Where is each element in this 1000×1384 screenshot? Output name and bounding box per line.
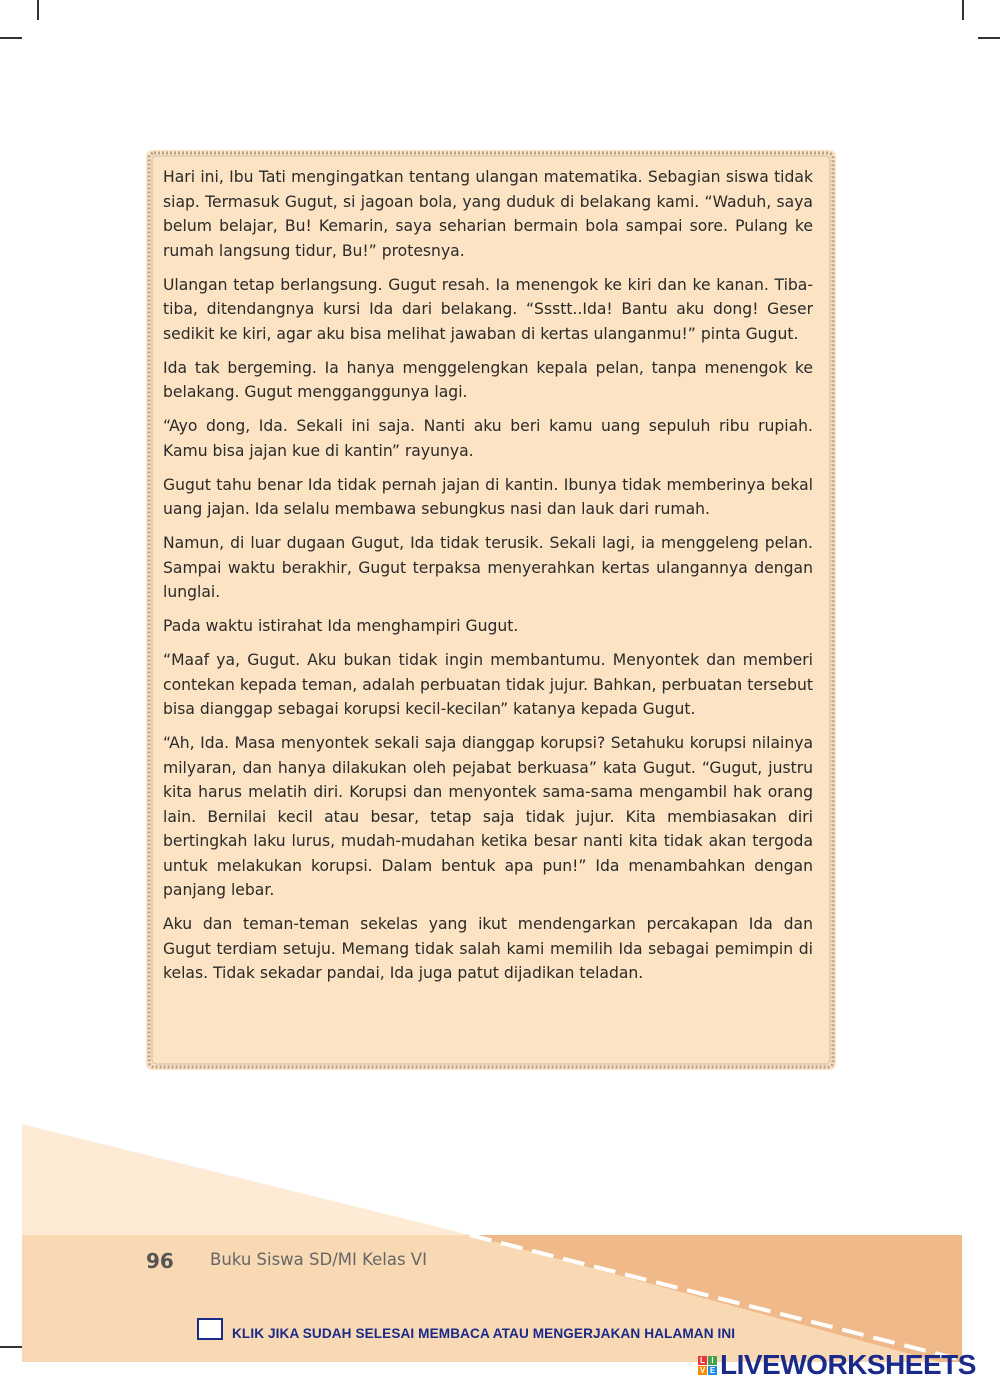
logo-word: LIVEWORKSHEETS — [720, 1349, 976, 1380]
live-letter: I — [708, 1356, 717, 1365]
story-paragraph: “Maaf ya, Gugut. Aku bukan tidak ingin membantumu. Menyontek dan memberi contekan kepada teman, adalah perbuatan tidak jujur. Bahkan, perbuatan tersebut bisa dianggap sebagai korupsi kecil-kecilan” katanya kepada Gugut. — [163, 651, 813, 718]
done-label: KLIK JIKA SUDAH SELESAI MEMBACA ATAU MENGERJAKAN HALAMAN INI — [232, 1326, 736, 1341]
liveworksheets-logo[interactable] — [698, 1349, 976, 1381]
story-paragraph: Namun, di luar dugaan Gugut, Ida tidak terusik. Sekali lagi, ia menggeleng pelan. Sampai waktu berakhir, Gugut terpaksa menyerahkan kertas ulangannya dengan lunglai. — [163, 534, 813, 601]
crop-mark — [962, 0, 964, 20]
story-paragraph: Hari ini, Ibu Tati mengingatkan tentang ulangan matematika. Sebagian siswa tidak siap. Termasuk Gugut, si jagoan bola, yang duduk di belakang kami. “Waduh, saya belum belajar, Bu! Kemarin, saya seharian bermain bola sampai sore. Pulang ke rumah langsung tidur, Bu!” protesnya. — [163, 168, 813, 260]
story-text — [163, 165, 813, 995]
live-letter: E — [709, 1365, 716, 1375]
story-paragraph: Aku dan teman-teman sekelas yang ikut mendengarkan percakapan Ida dan Gugut terdiam setuju. Memang tidak salah kami memilih Ida sebagai pemimpin di kelas. Tidak sekadar pandai, Ida juga patut dijadikan teladan. — [163, 915, 813, 982]
crop-mark — [978, 37, 1000, 39]
page-number: 96 — [146, 1249, 174, 1273]
live-letter: L — [698, 1356, 707, 1365]
story-paragraph: “Ayo dong, Ida. Sekali ini saja. Nanti aku beri kamu uang sepuluh ribu rupiah. Kamu bisa jajan kue di kantin” rayunya. — [163, 417, 813, 460]
live-letter: V — [699, 1365, 706, 1375]
footer-decoration — [0, 1110, 1000, 1384]
live-icon — [698, 1356, 717, 1375]
crop-mark — [0, 37, 22, 39]
story-paragraph: Gugut tahu benar Ida tidak pernah jajan di kantin. Ibunya tidak memberinya bekal uang jajan. Ida selalu membawa sebungkus nasi dan lauk dari rumah. — [163, 475, 813, 518]
story-paragraph: Pada waktu istirahat Ida menghampiri Gugut. — [163, 617, 519, 635]
story-paragraph: Ulangan tetap berlangsung. Gugut resah. Ia menengok ke kiri dan ke kanan. Tiba-tiba, ditendangnya kursi Ida dari belakang. “Ssstt..Ida! Bantu aku dong! Geser sedikit ke kiri, agar aku bisa melihat jawaban di kertas ulanganmu!” pinta Gugut. — [163, 275, 813, 343]
story-paragraph: Ida tak bergeming. Ia hanya menggelengkan kepala pelan, tanpa menengok ke belakang. Gugut mengganggunya lagi. — [163, 358, 813, 401]
book-title: Buku Siswa SD/MI Kelas VI — [210, 1250, 427, 1269]
crop-mark — [37, 0, 39, 20]
done-checkbox[interactable] — [197, 1318, 223, 1340]
story-paragraph: “Ah, Ida. Masa menyontek sekali saja dianggap korupsi? Setahuku korupsi nilainya milyaran, dan hanya dilakukan oleh pejabat berkuasa” kata Gugut. “Gugut, justru kita harus melatih diri. Korupsi dan menyontek sama-sama mengambil hak orang lain. Bernilai kecil atau besar, tetap saja tidak jujur. Kita membiasakan diri bertingkah laku lurus, mudah-mudahan ketika besar nanti kita tidak akan tergoda untuk melakukan korupsi. Dalam bentuk apa pun!” Ida menambahkan dengan panjang lebar. — [163, 734, 813, 899]
